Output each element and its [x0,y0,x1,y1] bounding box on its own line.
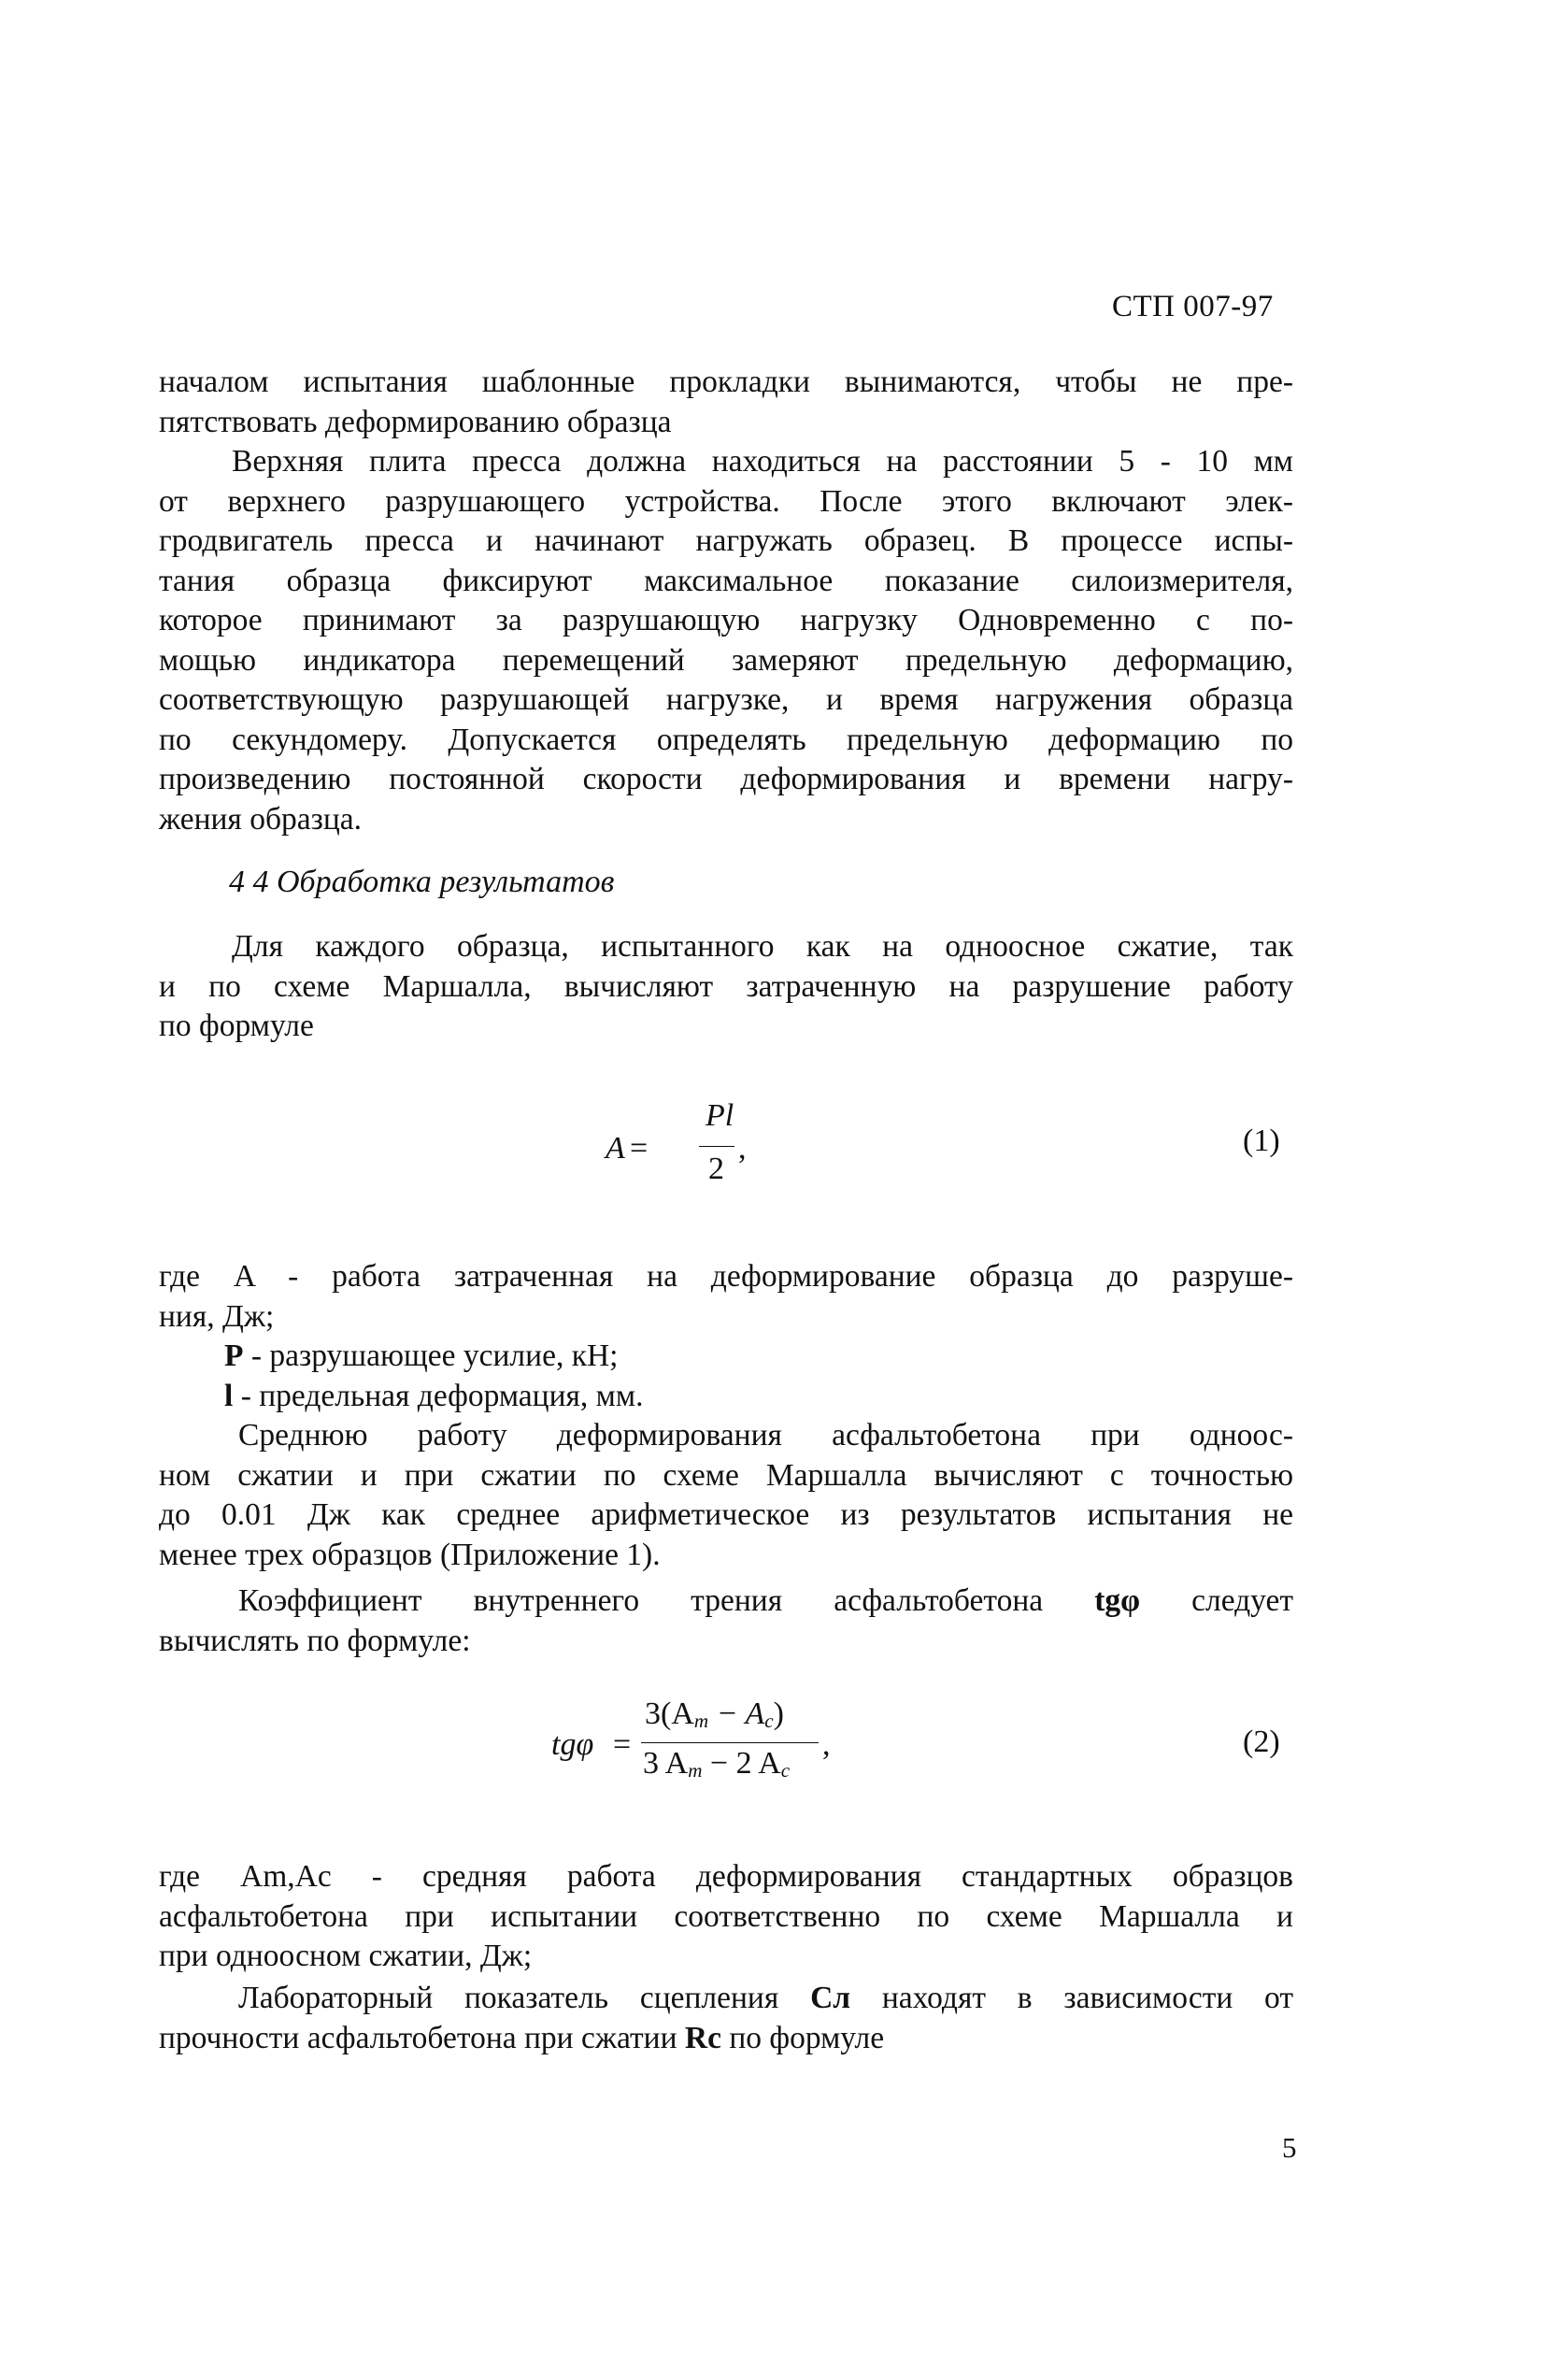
text-line: мощью индикатора перемещений замеряют предельную деформацию, [159,642,1293,678]
formula-2-comma: , [822,1727,831,1762]
symbol-r-c: Rc [684,2020,721,2055]
formula-1-legend [159,1257,1293,1416]
fraction-bar-1 [699,1146,734,1147]
text-line: ния, Дж; [159,1298,275,1334]
text-line: Коэффициент внутреннего трения асфальтобетона tgφ следует [238,1583,1293,1618]
legend-p-text: - разрушающее усилие, кН; [243,1338,619,1373]
text-line: асфальтобетона при испытании соответственно по схеме Маршалла и [159,1898,1293,1934]
legend-p [159,1337,1293,1377]
equation-number-2: (2) [1243,1725,1280,1759]
text-line: при одноосном сжатии, Дж; [159,1939,533,1973]
text-line: по секундомеру. Допускается определять предельную деформацию по [159,722,1293,757]
formula-2-numerator: $3(A_m - A_c)$ [645,1696,784,1732]
fraction-bar-2 [641,1742,819,1743]
text-line: от верхнего разрушающего устройства. После этого включают элек- [159,483,1293,519]
formula-1-lhs: A [606,1131,625,1166]
formula-2-equals: = [613,1727,632,1762]
text-line: Среднюю работу деформирования асфальтобетона при одноос- [238,1418,1293,1453]
text-line: Лабораторный показатель сцепления Cл находят в зависимости от [238,1981,1293,2015]
symbol-l: l [224,1378,234,1413]
formula-2-denominator: 3 $A_m - 2$ $A_c$ [643,1746,791,1782]
page-number: 5 [1282,2131,1297,2164]
text-line: до 0.01 Дж как среднее арифметическое из результатов испытания не [159,1497,1293,1532]
paragraph-average-work [159,1416,1293,1575]
text-line: произведению постоянной скорости деформирования и времени нагру- [159,762,1293,796]
equation-number-1: (1) [1243,1124,1280,1158]
paragraph-cohesion [159,1979,1293,2058]
formula-1-comma: , [738,1131,747,1166]
text-line: гродвигатель пресса и начинают нагружать образец. В процессе испы- [159,523,1293,558]
legend-l [159,1377,1293,1417]
formula-1-equals: = [630,1131,649,1166]
symbol-p: P [224,1338,244,1373]
section-heading: 4 4 Обработка результатов [229,865,615,899]
paragraph-continuation [159,363,1293,442]
text-line: жения образца. [159,801,363,837]
text-line: началом испытания шаблонные прокладки вынимаются, чтобы не пре- [159,365,1293,399]
text-line: менее трех образцов (Приложение 1). [159,1537,661,1572]
text-line: где A - работа затраченная на деформирование образца до разруше- [159,1259,1293,1294]
paragraph-press-procedure [159,442,1293,839]
text-line: прочности асфальтобетона при сжатии Rc по формуле [159,2020,885,2055]
text-line: которое принимают за разрушающую нагрузку Одновременно с по- [159,603,1293,637]
text-line: вычислять по формуле: [159,1623,471,1658]
formula-1-denominator: 2 [708,1152,724,1186]
symbol-tg-phi: tgφ [1094,1583,1141,1618]
text-line: ном сжатии и при сжатии по схеме Маршалла вычисляют с точностью [159,1457,1293,1493]
paragraph-friction-coefficient [159,1582,1293,1661]
text-line: Верхняя плита пресса должна находиться на расстоянии 5 - 10 мм [232,444,1293,479]
symbol-c-l: Cл [810,1981,851,2015]
formula-2-legend [159,1857,1293,1977]
formula-2-lhs: tgφ [551,1727,594,1762]
text-line: Для каждого образца, испытанного как на одноосное сжатие, так [232,929,1293,964]
formula-1-numerator: Pl [706,1098,734,1133]
text-line: по формуле [159,1009,314,1043]
text-line: пятствовать деформированию образца [159,404,672,439]
text-line: тания образца фиксируют максимальное показание силоизмерителя, [159,563,1293,598]
paragraph-work-intro [159,927,1293,1047]
text-line: где Am,Ac - средняя работа деформирования стандартных образцов [159,1859,1293,1894]
text-line: соответствующую разрушающей нагрузке, и время нагружения образца [159,682,1293,717]
legend-l-text: - предельная деформация, мм. [233,1378,644,1413]
text-line: и по схеме Маршалла, вычисляют затраченную на разрушение работу [159,968,1293,1004]
document-code: СТП 007-97 [1112,290,1274,323]
